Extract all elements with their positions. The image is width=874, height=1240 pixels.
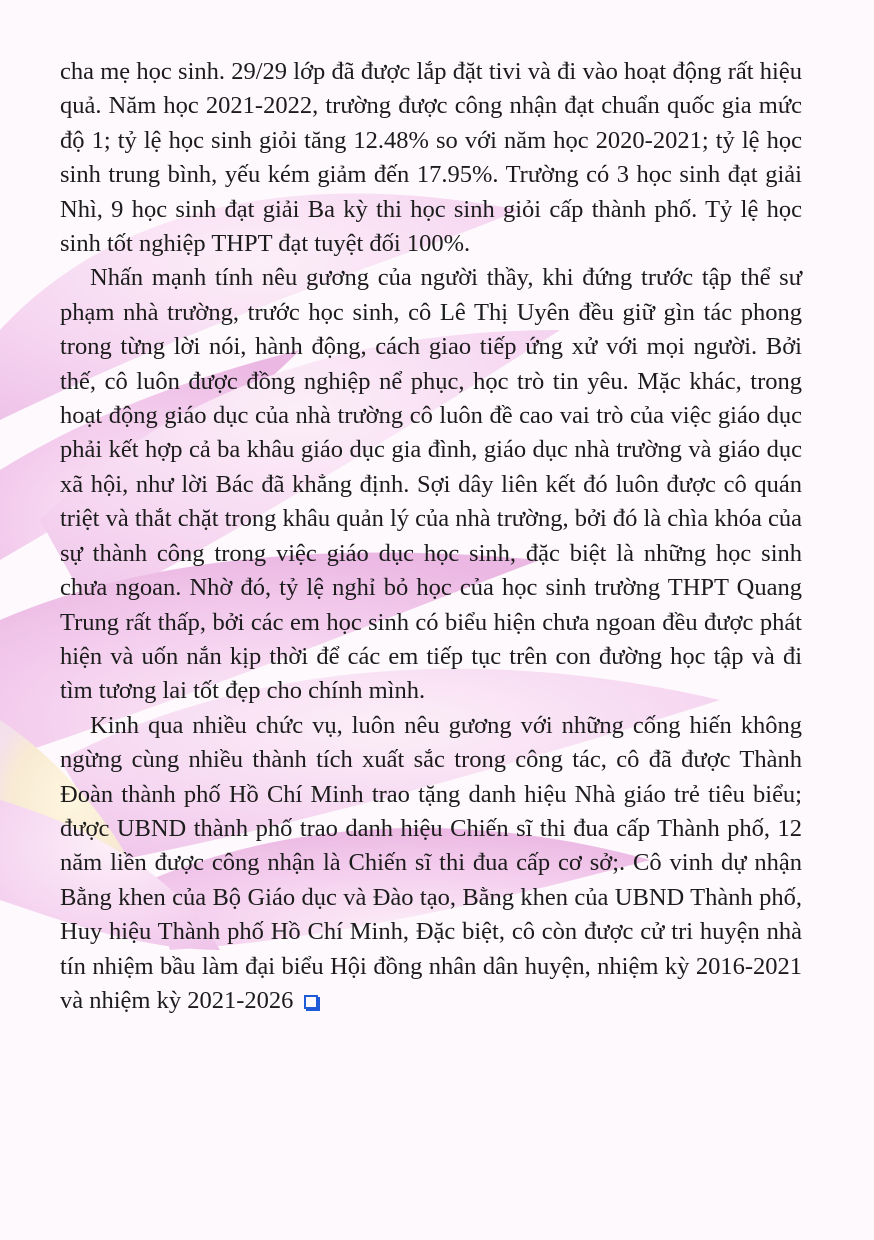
paragraph-3: [60, 709, 802, 1019]
paragraph-1: cha mẹ học sinh. 29/29 lớp đã được lắp đặt tivi và đi vào hoạt động rất hiệu quả. Năm học 2021-2022, trường được công nhận đạt chuẩn quốc gia mức độ 1; tỷ lệ học sinh giỏi tăng 12.48% so với năm học 2020-2021; tỷ lệ học sinh trung bình, yếu kém giảm đến 17.95%. Trường có 3 học sinh đạt giải Nhì, 9 học sinh đạt giải Ba kỳ thi học sinh giỏi cấp thành phố. Tỷ lệ học sinh tốt nghiệp THPT đạt tuyệt đối 100%.: [60, 58, 802, 258]
end-of-article-icon: [304, 995, 318, 1009]
paragraph-3-text: Kinh qua nhiều chức vụ, luôn nêu gương với những cống hiến không ngừng cùng nhiều thành tích xuất sắc trong công tác, cô đã được Thành Đoàn thành phố Hồ Chí Minh trao tặng danh hiệu Nhà giáo trẻ tiêu biểu; được UBND thành phố trao danh hiệu Chiến sĩ thi đua cấp Thành phố, 12 năm liền được công nhận là Chiến sĩ thi đua cấp cơ sở;. Cô vinh dự nhận Bằng khen của Bộ Giáo dục và Đào tạo, Bằng khen của UBND Thành phố, Huy hiệu Thành phố Hồ Chí Minh, Đặc biệt, cô còn được cử tri huyện nhà tín nhiệm bầu làm đại biểu Hội đồng nhân dân huyện, nhiệm kỳ 2016-2021 và nhiệm kỳ 2021-2026: [60, 711, 802, 1014]
article-body: [60, 55, 802, 1018]
paragraph-2: Nhấn mạnh tính nêu gương của người thầy, khi đứng trước tập thể sư phạm nhà trường, trước học sinh, cô Lê Thị Uyên đều giữ gìn tác phong trong từng lời nói, hành động, cách giao tiếp ứng xử với mọi người. Bởi thế, cô luôn được đồng nghiệp nể phục, học trò tin yêu. Mặc khác, trong hoạt động giáo dục của nhà trường cô luôn đề cao vai trò của việc giáo dục phải kết hợp cả ba khâu giáo dục gia đình, giáo dục nhà trường và giáo dục xã hội, như lời Bác đã khẳng định. Sợi dây liên kết đó luôn được cô quán triệt và thắt chặt trong khâu quản lý của nhà trường, bởi đó là chìa khóa của sự thành công trong việc giáo dục học sinh, đặc biệt là những học sinh chưa ngoan. Nhờ đó, tỷ lệ nghỉ bỏ học của học sinh trường THPT Quang Trung rất thấp, bởi các em học sinh có biểu hiện chưa ngoan đều được phát hiện và uốn nắn kịp thời để các em tiếp tục trên con đường học tập và đi tìm tương lai tốt đẹp cho chính mình.: [60, 264, 802, 705]
